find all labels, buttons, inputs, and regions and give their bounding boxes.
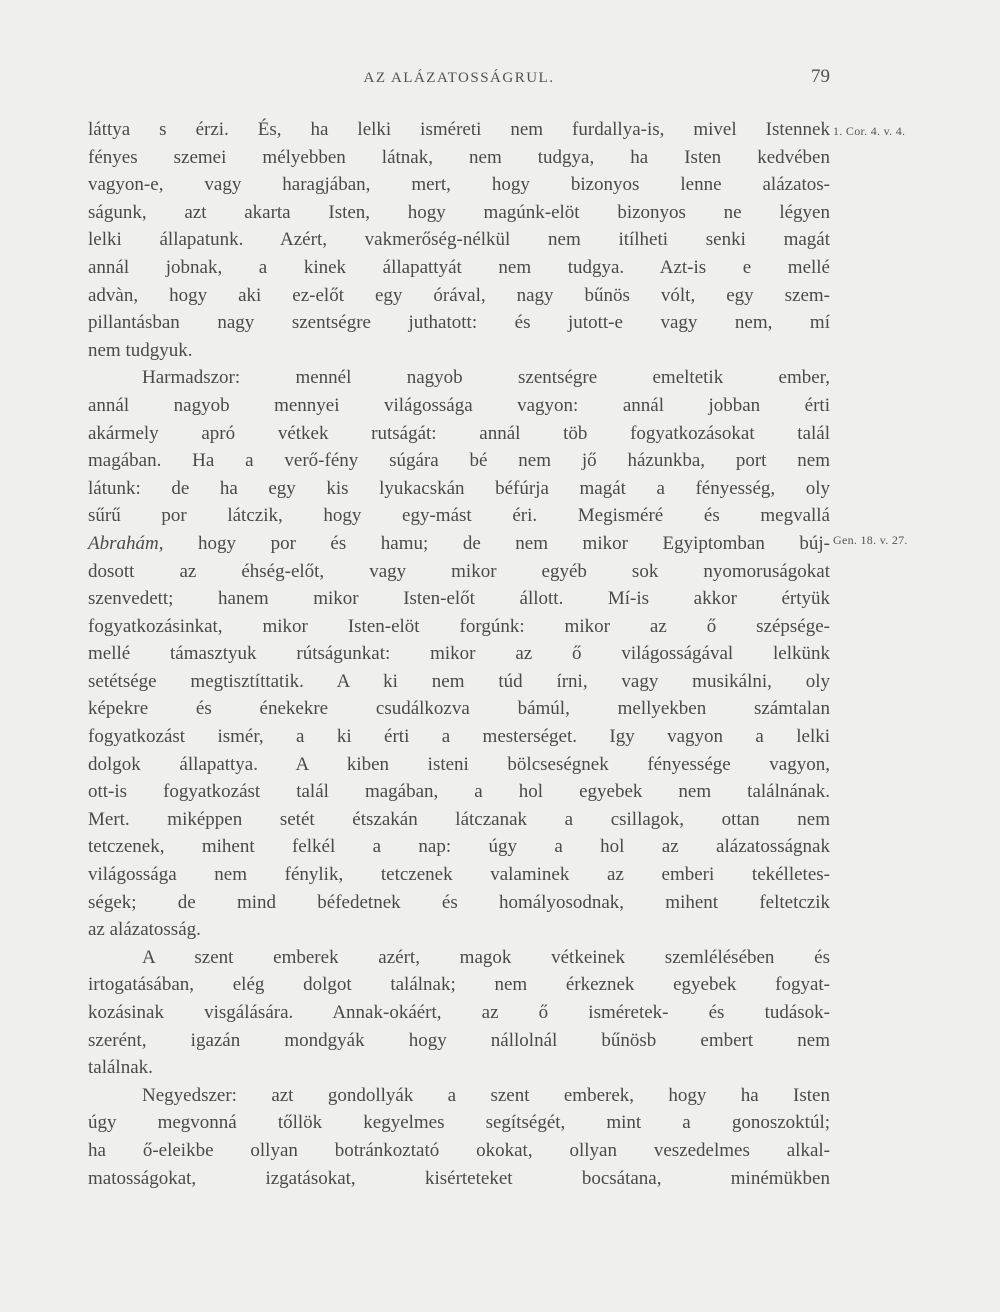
text-line: láttya s érzi. És, ha lelki isméreti nem furdallya-is, mivel Istennek bbox=[88, 119, 830, 140]
text-line: találnak. bbox=[88, 1057, 153, 1079]
page-number: 79 bbox=[811, 66, 830, 87]
paragraph-start-szent-emberek: A szent emberek azért, magok vétkeinek szemlélésében és bbox=[142, 946, 830, 968]
paragraph-start-harmadszor: Harmadszor: mennél nagyob szentségre emeltetik ember, bbox=[142, 367, 830, 389]
text-line: világossága nem fénylik, tetczenek valaminek az emberi tekélletes- bbox=[88, 864, 830, 886]
italic-name-abraham: Abrahám, bbox=[88, 532, 164, 554]
text-line: Mert. miképpen setét étszakán látczanak a csillagok, ottan nem bbox=[88, 808, 830, 830]
text-line: ott-is fogyatkozást talál magában, a hol egyebek nem találnának. bbox=[88, 781, 830, 803]
text-line: szerént, igazán mondgyák hogy nállolnál bűnösb embert nem bbox=[88, 1029, 830, 1051]
text-line-rest: hogy por és hamu; de nem mikor Egyiptomban búj- bbox=[163, 532, 830, 554]
text-line: ha ő-eleikbe ollyan botránkoztató okokat, ollyan veszedelmes alkal- bbox=[88, 1139, 830, 1161]
text-line: advàn, hogy aki ez-előt egy órával, nagy bűnös vólt, egy szem- bbox=[88, 284, 830, 306]
text-line: akármely apró vétkek rutságát: annál töb fogyatkozásokat talál bbox=[88, 422, 830, 444]
paragraph-start-negyedszer: Negyedszer: azt gondollyák a szent emberek, hogy ha Isten bbox=[142, 1084, 830, 1106]
text-line: ségek; de mind béfedetnek és homályosodnak, mihent feltetczik bbox=[88, 891, 830, 913]
text-line: pillantásban nagy szentségre juthatott: és jutott-e vagy nem, mí bbox=[88, 312, 830, 334]
text-line: lelki állapatunk. Azért, vakmerőség-nélkül nem itílheti senki magát bbox=[88, 229, 830, 251]
text-line: képekre és énekekre csudálkozva bámúl, mellyekben számtalan bbox=[88, 698, 830, 720]
text-line: vagyon-e, vagy haragjában, mert, hogy bizonyos lenne alázatos- bbox=[88, 174, 830, 196]
text-line: fogyatkozást ismér, a ki érti a mesterséget. Igy vagyon a lelki bbox=[88, 726, 830, 748]
body-text bbox=[88, 116, 830, 1192]
text-line: fényes szemei mélyebben látnak, nem tudgya, ha Isten kedvében bbox=[88, 146, 830, 168]
text-line: annál jobnak, a kinek állapattyát nem tudgya. Azt-is e mellé bbox=[88, 256, 830, 278]
text-line: kozásinak visgálására. Annak-okáért, az ő isméretek- és tudások- bbox=[88, 1002, 830, 1023]
margin-note-gen: Gen. 18. v. 27. bbox=[833, 533, 908, 547]
text-line: nem tudgyuk. bbox=[88, 339, 193, 361]
text-line: annál nagyob mennyei világossága vagyon: annál jobban érti bbox=[88, 394, 830, 416]
text-line: irtogatásában, elég dolgot találnak; nem érkeznek egyebek fogyat- bbox=[88, 974, 830, 996]
text-line: dosott az éhség-előt, vagy mikor egyéb sok nyomoruságokat bbox=[88, 560, 830, 582]
text-line-abraham bbox=[88, 530, 830, 558]
text-line: setétsége megtisztíttatik. A ki nem túd írni, vagy musikálni, oly bbox=[88, 670, 830, 692]
running-head bbox=[88, 66, 830, 96]
text-line: az alázatosság. bbox=[88, 919, 201, 941]
running-title: AZ ALÁZATOSSÁGRUL. bbox=[363, 70, 555, 86]
text-line: sűrű por látczik, hogy egy-mást éri. Megisméré és megvallá bbox=[88, 505, 830, 527]
text-line: ságunk, azt akarta Isten, hogy magúnk-elöt bizonyos ne légyen bbox=[88, 201, 830, 223]
text-line: látunk: de ha egy kis lyukacskán béfúrja magát a fényesség, oly bbox=[88, 477, 830, 499]
text-line: fogyatkozásinkat, mikor Isten-elöt forgúnk: mikor az ő szépsége- bbox=[88, 615, 830, 637]
text-line: dolgok állapattya. A kiben isteni bölcseségnek fényessége vagyon, bbox=[88, 753, 830, 775]
text-line: szenvedett; hanem mikor Isten-előt állott. Mí-is akkor értyük bbox=[88, 588, 830, 610]
text-line: tetczenek, mihent felkél a nap: úgy a hol az alázatosságnak bbox=[88, 836, 830, 858]
text-line: matosságokat, izgatásokat, kisérteteket bocsátana, minémükben bbox=[88, 1167, 830, 1189]
margin-note-1-cor: 1. Cor. 4. v. 4. bbox=[833, 124, 906, 138]
text-line: úgy megvonná tőllök kegyelmes segítségét, mint a gonoszoktúl; bbox=[88, 1112, 830, 1134]
text-line: magában. Ha a verő-fény súgára bé nem jő házunkba, port nem bbox=[88, 450, 830, 472]
text-line: mellé támasztyuk rútságunkat: mikor az ő világosságával lelkünk bbox=[88, 643, 830, 665]
